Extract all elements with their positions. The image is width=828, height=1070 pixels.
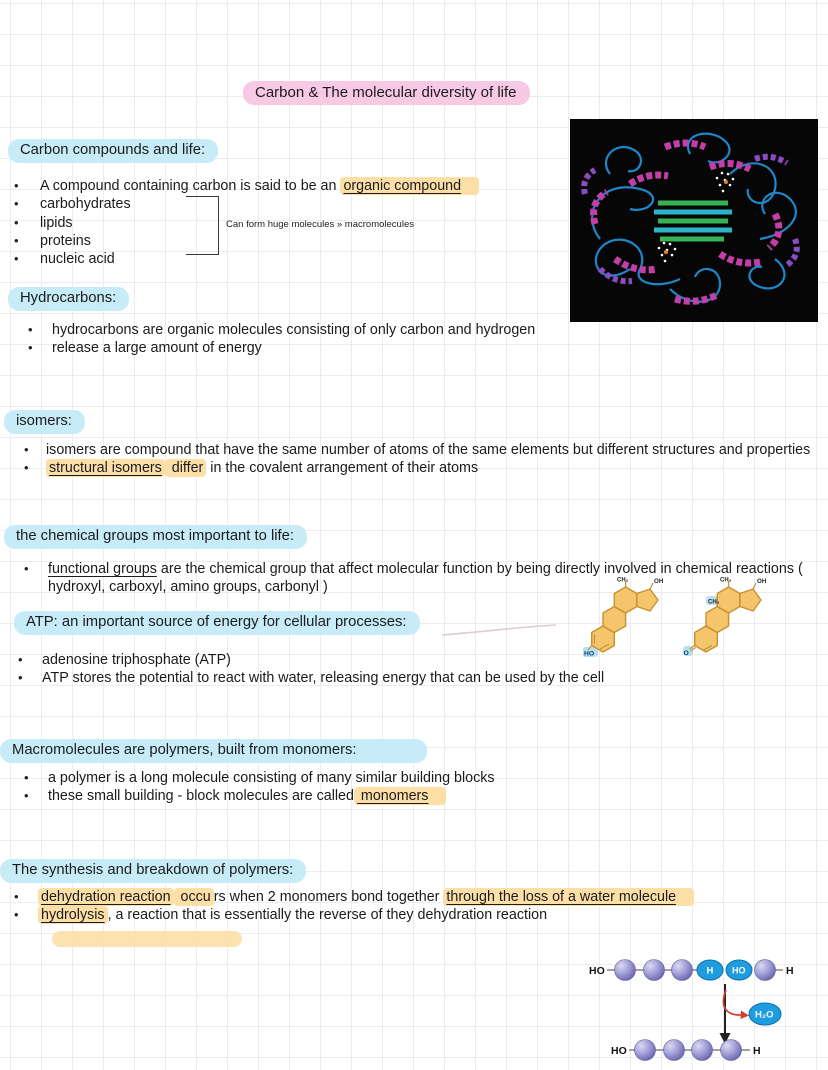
bullet-item (8, 321, 548, 339)
text-segment: , a reaction that is essentially the reverse of they dehydration reaction (107, 907, 548, 924)
bullet-item (8, 195, 578, 213)
section-heading: The synthesis and breakdown of polymers: (0, 859, 306, 883)
svg-text:HO: HO (584, 650, 595, 658)
text-segment: rs when 2 monomers bond together (213, 889, 444, 905)
svg-text:OH: OH (757, 578, 767, 585)
svg-text:OH: OH (654, 578, 664, 585)
svg-text:H: H (786, 965, 794, 977)
text-segment: hydrolysis (38, 906, 108, 924)
section-heading: Macromolecules are polymers, built from monomers: (0, 739, 427, 763)
section-heading: isomers: (4, 410, 85, 434)
text-segment: adenosine triphosphate (ATP) (42, 652, 231, 668)
steroid-structures-figure (583, 576, 788, 666)
text-segment: ATP stores the potential to react with water, releasing energy that can be used by the cell (42, 670, 605, 687)
highlight-blob (52, 931, 242, 947)
svg-text:CH₃: CH₃ (720, 577, 732, 584)
svg-text:CH₃: CH₃ (708, 599, 720, 606)
text-segment: a polymer is a long molecule consisting of many similar building blocks (48, 770, 495, 786)
section-synthesis-breakdown (0, 859, 790, 925)
text-segment: lipids (40, 214, 73, 231)
text-segment: carbohydrates (40, 196, 131, 213)
bullet-list (8, 321, 548, 358)
text-segment: structural isomers (46, 459, 165, 477)
bullet-item (14, 669, 714, 687)
svg-text:O: O (683, 650, 689, 657)
text-segment: in the covalent arrangement of their atoms (206, 460, 479, 477)
text-segment: proteins (40, 232, 91, 249)
steroid-left (583, 578, 664, 658)
svg-text:CH₃: CH₃ (617, 577, 629, 584)
bullet-list (0, 888, 790, 925)
text-segment: through the loss of a water molecule (443, 888, 694, 906)
svg-text:H: H (753, 1045, 761, 1057)
protein-structure-image (570, 119, 818, 322)
bullet-list (4, 441, 819, 478)
text-segment: A compound containing carbon is said to be an (40, 178, 341, 194)
svg-text:H: H (706, 965, 714, 977)
svg-text:HO: HO (732, 965, 746, 976)
section-macromolecules (0, 739, 575, 806)
svg-text:HO: HO (589, 965, 605, 977)
svg-text:HO: HO (611, 1045, 627, 1057)
dehydration-reaction-diagram (585, 950, 828, 1068)
section-heading: ATP: an important source of energy for cellular processes: (14, 611, 420, 635)
bullet-item (8, 177, 578, 195)
bullet-item (0, 769, 575, 787)
text-segment: nucleic acid (40, 251, 115, 268)
bullet-item (0, 888, 790, 906)
water-release-arrow (723, 990, 749, 1019)
bullet-item (0, 787, 575, 805)
text-segment: organic compound (340, 177, 479, 195)
text-segment: are the chemical group that affect molecular function by being directly involved in chemical reactions ( hydroxyl, carboxyl, amino groups, carbonyl ) (48, 561, 803, 596)
section-carbon-compounds (8, 139, 578, 268)
page-title: Carbon & The molecular diversity of life (243, 81, 530, 105)
grouping-bracket (186, 196, 219, 255)
bullet-item (8, 250, 578, 268)
section-heading: Carbon compounds and life: (8, 139, 218, 163)
text-segment: dehydration reaction (38, 888, 174, 906)
text-segment: these small building - block molecules are called (48, 788, 354, 805)
section-hydrocarbons (8, 287, 548, 358)
text-segment: hydrocarbons are organic molecules consisting of only carbon and hydrogen (52, 322, 536, 338)
text-segment: occu (174, 888, 214, 906)
steroid-right (683, 578, 767, 658)
text-segment: differ (165, 459, 207, 477)
bullet-item (8, 339, 548, 357)
text-segment: isomers are compound that have the same number of atoms of the same elements but different structures and properties (46, 442, 811, 458)
bullet-list (0, 769, 575, 806)
bullet-item (4, 459, 819, 477)
text-segment: monomers (354, 787, 447, 805)
text-segment: functional groups (48, 561, 157, 577)
section-isomers (4, 410, 819, 478)
pencil-stroke (440, 620, 560, 640)
bullet-item (4, 441, 819, 459)
svg-text:H₂O: H₂O (755, 1009, 774, 1021)
text-segment: release a large amount of energy (52, 340, 262, 357)
bracket-note: Can form huge molecules » macromolecules (226, 219, 414, 230)
bullet-item (0, 906, 790, 924)
section-heading: Hydrocarbons: (8, 287, 129, 311)
section-heading: the chemical groups most important to life: (4, 525, 307, 549)
bullet-item (8, 232, 578, 250)
